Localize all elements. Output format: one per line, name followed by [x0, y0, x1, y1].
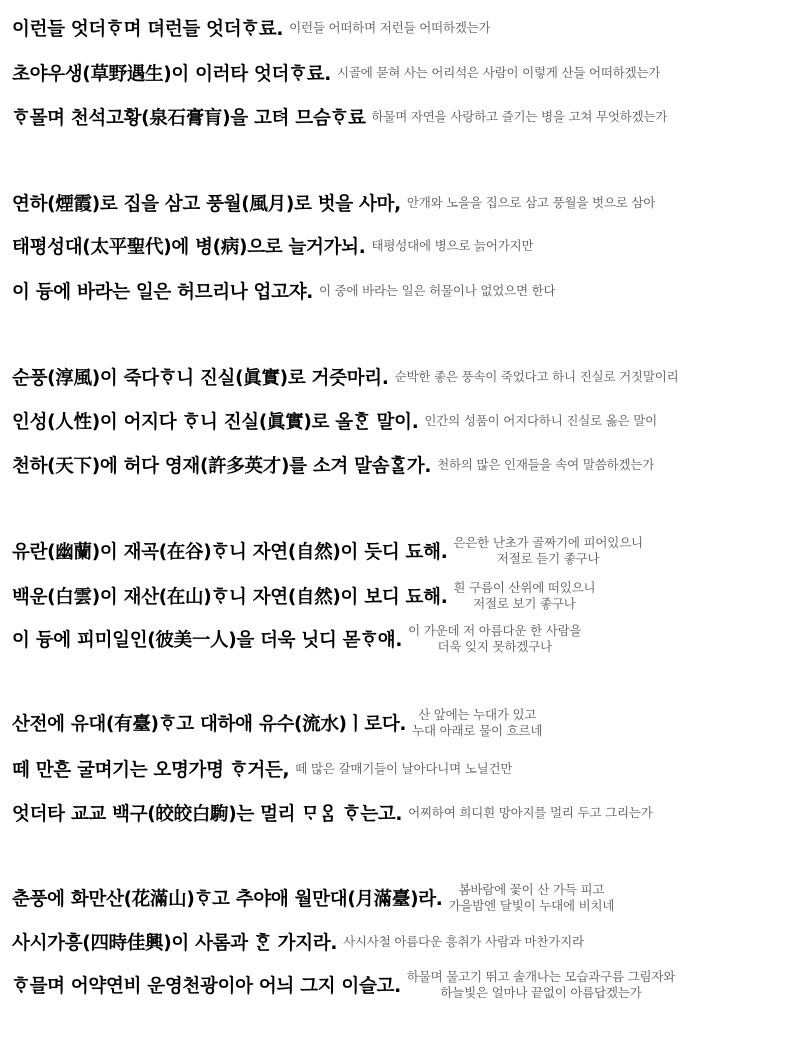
translation-line: 봄바람에 꽃이 산 가득 피고	[458, 882, 605, 897]
verse-line	[12, 49, 789, 97]
verse-line	[12, 267, 789, 315]
translation-text: 하물며 자연을 사랑하고 즐기는 병을 고쳐 무엇하겠는가	[371, 109, 668, 124]
translation-line: 하물며 물고기 뛰고 솔개나는 모습과구름 그림자와	[406, 969, 676, 984]
verse-line	[12, 527, 789, 575]
original-text: 산전에 유대(有臺)ᄒᆞ고 대하애 유수(流水)ㅣ로다.	[12, 714, 407, 735]
translation-text: 안개와 노을을 집으로 삼고 풍월을 벗으로 삼아	[406, 195, 656, 210]
translation-text: 시골에 묻혀 사는 어리석은 사람이 이렇게 산들 어떠하겠는가	[336, 65, 661, 80]
original-text: 사시가흥(四時佳興)이 사롬과 ᄒᆞᆫ 가지라.	[12, 933, 338, 954]
original-text: 이런들 엇더ᄒᆞ며 뎌런들 엇더ᄒᆞ료.	[12, 19, 284, 40]
translation-text: 천하의 많은 인재들을 속여 말씀하겠는가	[437, 457, 655, 472]
translation-text: 순박한 좋은 풍속이 죽었다고 하니 진실로 거짓말이리	[394, 369, 679, 384]
verse-line	[12, 441, 789, 489]
translation-line: 하늘빛은 얼마나 끝없이 아름답겠는가	[440, 985, 642, 1000]
translation-text: 어찌하여 희디흰 망아지를 멀리 두고 그리는가	[408, 805, 653, 820]
verse-line	[12, 222, 789, 270]
original-text: 유란(幽蘭)이 재곡(在谷)ᄒᆞ니 자연(自然)이 듯디 됴해.	[12, 542, 448, 563]
verse-line	[12, 353, 789, 401]
translation-text	[408, 623, 581, 655]
verse-line	[12, 572, 789, 620]
translation-text: 이런들 어떠하며 저런들 어떠하겠는가	[289, 20, 491, 35]
verse-line	[12, 179, 789, 227]
translation-text	[453, 535, 642, 567]
verse-line	[12, 874, 789, 922]
translation-text	[407, 969, 675, 1001]
verse-line	[12, 699, 789, 747]
original-text: 이 듕에 바라는 일은 허므리나 업고쟈.	[12, 282, 313, 303]
translation-line: 누대 아래로 물이 흐르네	[412, 723, 543, 738]
translation-line: 은은한 난초가 골짜기에 피어있으니	[453, 535, 643, 550]
translation-line: 흰 구름이 산위에 떠있으니	[453, 580, 596, 595]
original-text: 연하(煙霞)로 집을 삼고 풍월(風月)로 벗을 사마,	[12, 194, 401, 215]
translation-line: 더욱 잊지 못하겠구나	[437, 639, 552, 654]
original-text: 이 듕에 피미일인(彼美一人)을 더욱 닛디 몯ᄒᆞ얘.	[12, 630, 403, 651]
verse-line	[12, 93, 789, 141]
verse-line	[12, 789, 789, 837]
verse-line	[12, 397, 789, 445]
verse-line	[12, 918, 789, 966]
verse-line	[12, 4, 789, 52]
translation-line: 산 앞에는 누대가 있고	[418, 707, 537, 722]
original-text: 초야우생(草野遇生)이 이러타 엇더ᄒᆞ료.	[12, 64, 331, 85]
translation-text: 떼 많은 갈매기들이 날아다니며 노닐건만	[295, 761, 513, 776]
translation-text: 사시사철 아름다운 흥취가 사람과 마찬가지라	[343, 934, 584, 949]
translation-text	[453, 580, 595, 612]
original-text: 떼 만흔 굴며기는 오명가명 ᄒᆞ거든,	[12, 760, 290, 781]
original-text: ᄒᆞ믈며 어약연비 운영천광이아 어늬 그지 이슬고.	[12, 976, 401, 997]
original-text: 태평성대(太平聖代)에 병(病)으로 늘거가뇌.	[12, 237, 366, 258]
translation-line: 가을밤엔 달빛이 누대에 비치네	[448, 898, 615, 913]
original-text: 춘풍에 화만산(花滿山)ᄒᆞ고 추야애 월만대(月滿臺)라.	[12, 889, 443, 910]
translation-text	[449, 882, 615, 914]
translation-line: 저절로 듣기 좋구나	[496, 551, 600, 566]
original-text: ᄒᆞ몰며 천석고황(泉石膏肓)을 고텨 므슴ᄒᆞ료	[12, 108, 366, 129]
translation-text: 이 중에 바라는 일은 허물이나 없었으면 한다	[319, 283, 556, 298]
translation-text: 인간의 성품이 어지다하니 진실로 옳은 말이	[424, 413, 658, 428]
translation-text	[412, 707, 542, 739]
translation-text: 태평성대에 병으로 늙어가지만	[371, 238, 534, 253]
translation-line: 이 가운데 저 아름다운 한 사람을	[408, 623, 582, 638]
original-text: 엇더타 교교 백구(皎皎白駒)는 멀리 ᄆᆞᄋᆞᆷ ᄒᆞ는고.	[12, 804, 403, 825]
original-text: 인성(人性)이 어지다 ᄒᆞ니 진실(眞實)로 올ᄒᆞᆫ 말이.	[12, 412, 419, 433]
translation-line: 저절로 보기 좋구나	[473, 596, 576, 611]
verse-line	[12, 961, 789, 1009]
original-text: 천하(天下)에 허다 영재(許多英才)를 소겨 말솜ᄒᆞᆯ가.	[12, 456, 432, 477]
verse-line	[12, 615, 789, 663]
verse-line	[12, 745, 789, 793]
original-text: 백운(白雲)이 재산(在山)ᄒᆞ니 자연(自然)이 보디 됴해.	[12, 587, 448, 608]
original-text: 순풍(淳風)이 죽다ᄒᆞ니 진실(眞實)로 거즛마리.	[12, 368, 389, 389]
